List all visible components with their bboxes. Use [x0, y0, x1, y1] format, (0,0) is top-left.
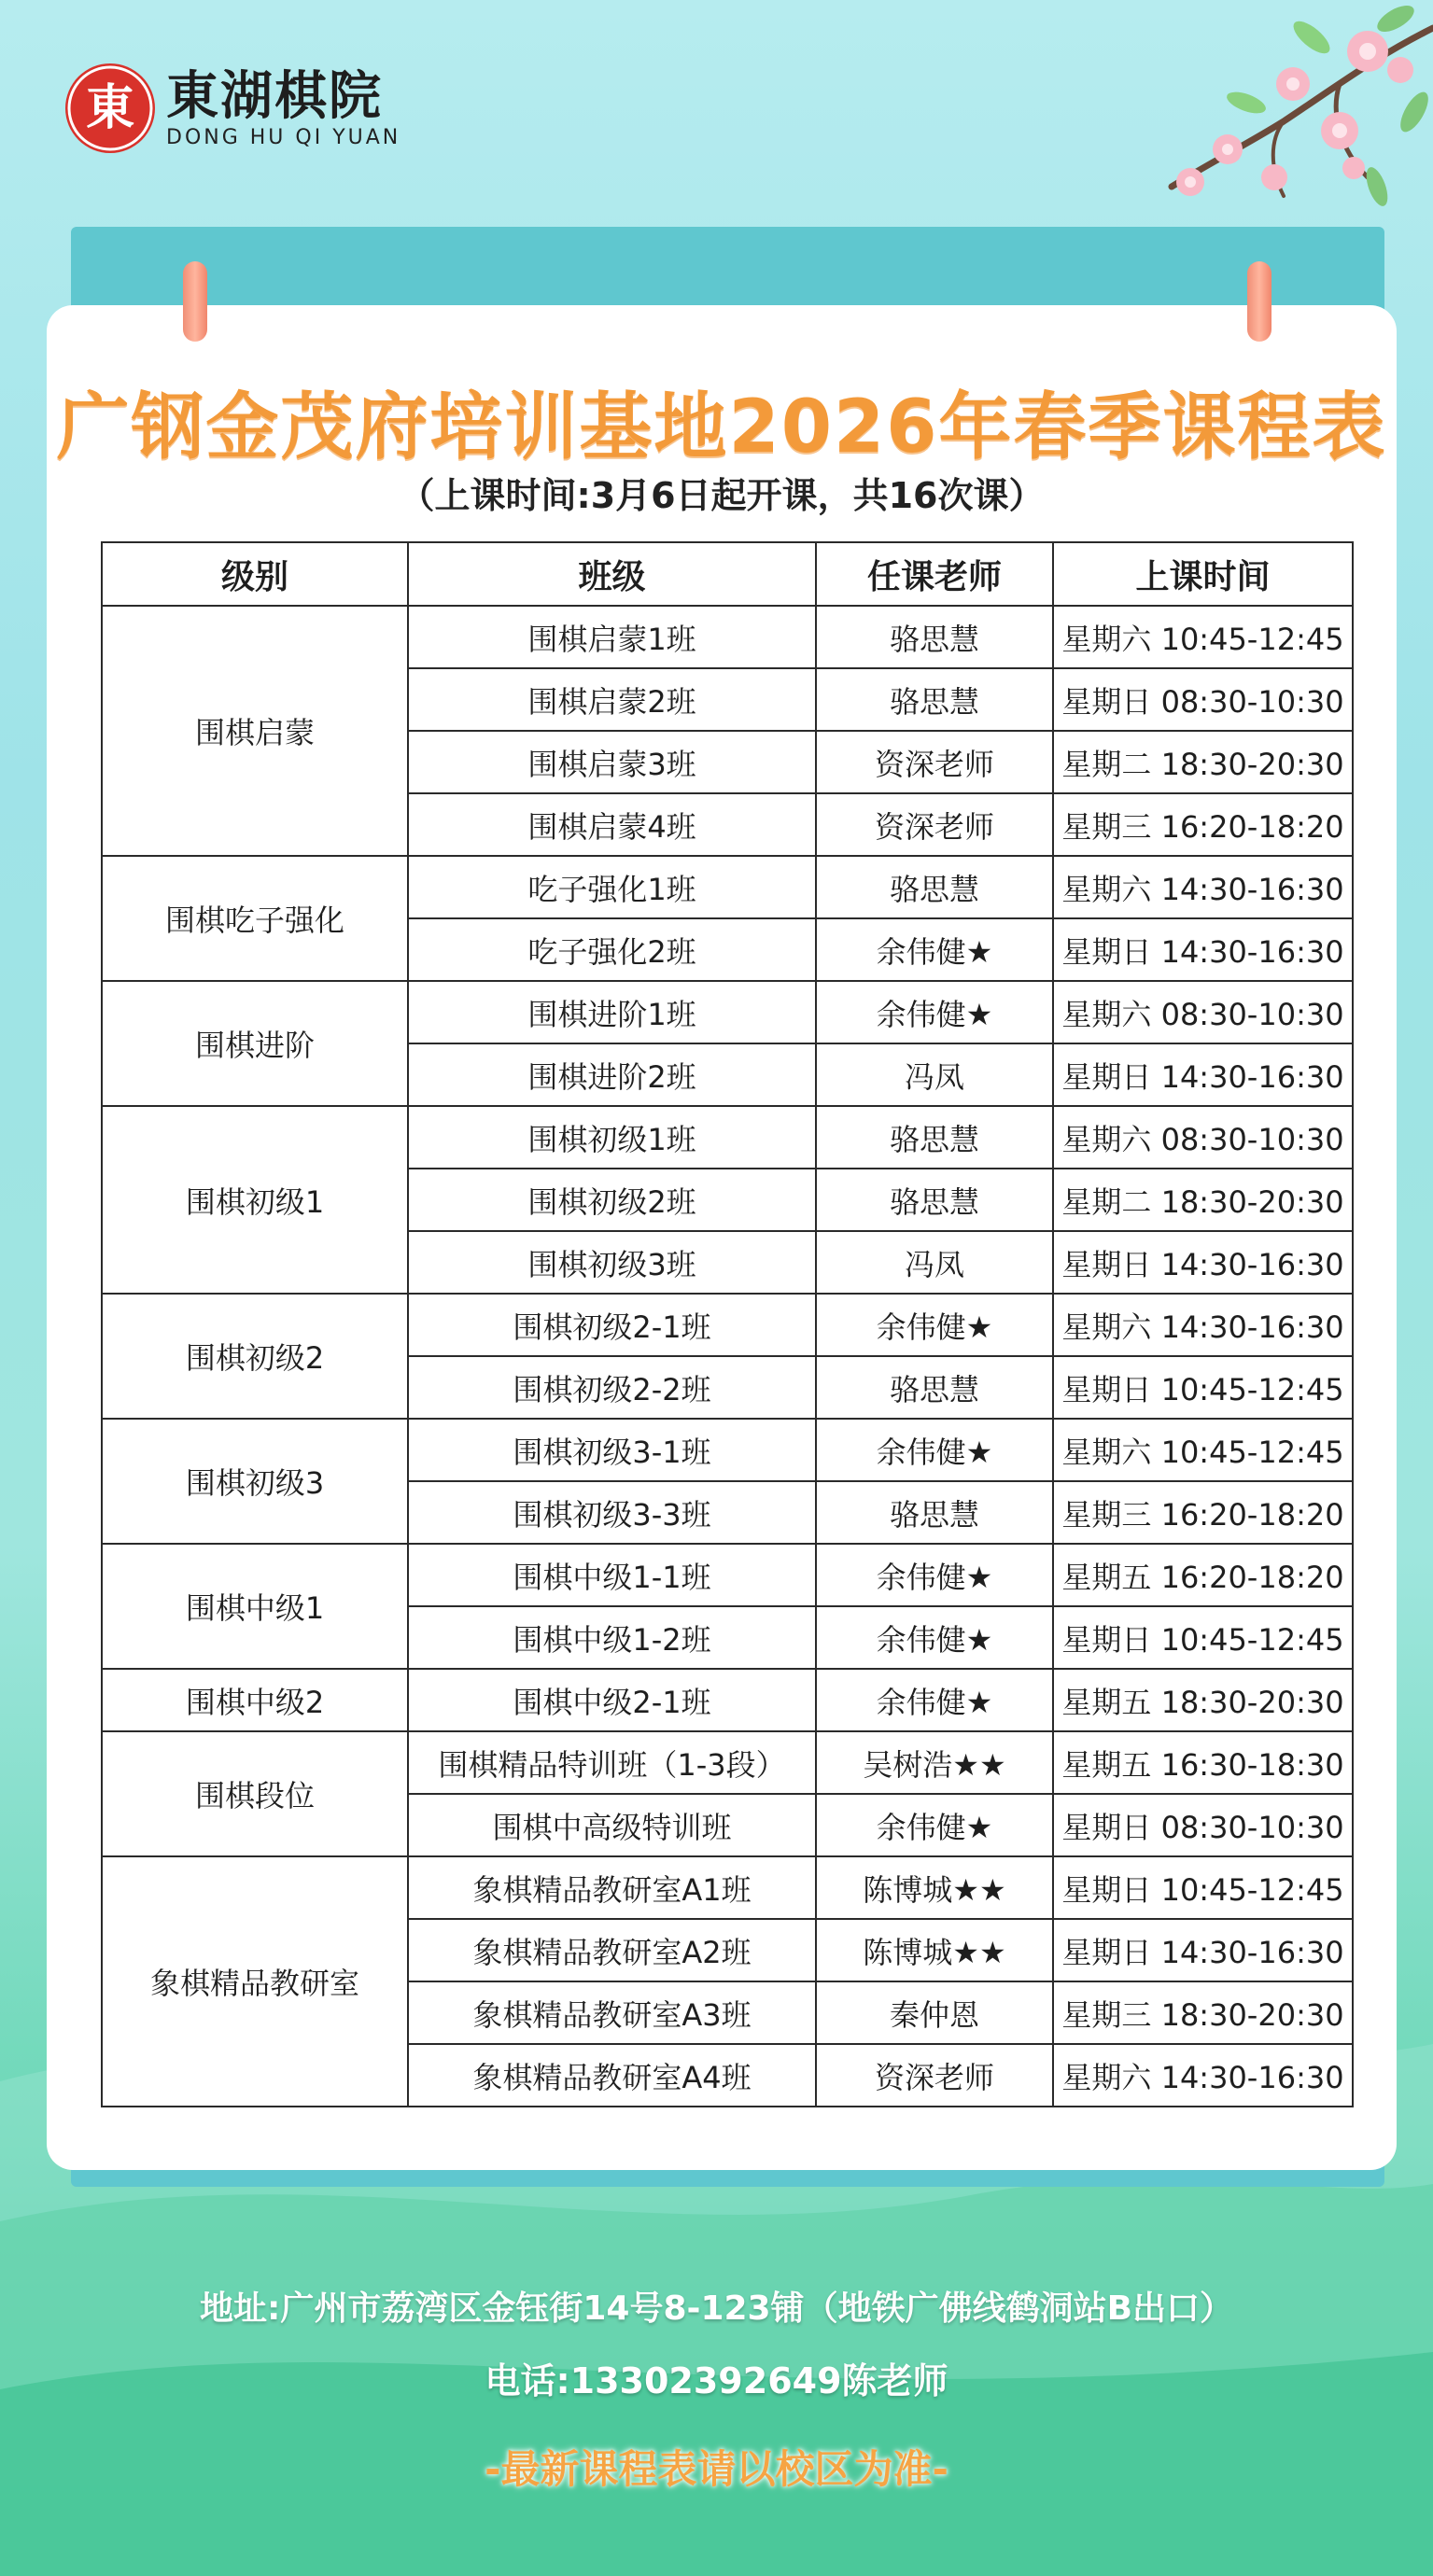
header-level: 级别 — [102, 542, 408, 606]
table-row — [102, 1419, 1353, 1481]
seal-icon — [65, 63, 155, 153]
schedule-title: 广钢金茂府培训基地2026年春季课程表 — [56, 385, 1387, 469]
time-cell: 星期三 16:20-18:20 — [1053, 793, 1353, 856]
table-row — [102, 981, 1353, 1043]
notice-text: -最新课程表请以校区为准- — [485, 2446, 948, 2492]
teacher-cell: 骆思慧 — [816, 1169, 1053, 1231]
class-cell: 象棋精品教研室A4班 — [408, 2044, 816, 2107]
table-row — [102, 856, 1353, 918]
time-cell: 星期日 10:45-12:45 — [1053, 1856, 1353, 1919]
teacher-cell: 骆思慧 — [816, 1356, 1053, 1419]
level-cell: 围棋进阶 — [102, 981, 408, 1106]
class-cell: 围棋中级1-1班 — [408, 1544, 816, 1606]
class-cell: 象棋精品教研室A1班 — [408, 1856, 816, 1919]
class-cell: 围棋初级3-1班 — [408, 1419, 816, 1481]
address-text: 地址:广州市荔湾区金钰街14号8-123铺（地铁广佛线鹤洞站B出口） — [199, 2289, 1234, 2328]
time-cell: 星期日 14:30-16:30 — [1053, 1919, 1353, 1981]
brand-logo — [65, 63, 400, 153]
teacher-cell: 吴树浩★★ — [816, 1731, 1053, 1794]
time-cell: 星期五 16:20-18:20 — [1053, 1544, 1353, 1606]
time-cell: 星期二 18:30-20:30 — [1053, 1169, 1353, 1231]
phone-text: 电话:13302392649陈老师 — [485, 2360, 948, 2401]
time-cell: 星期日 08:30-10:30 — [1053, 668, 1353, 731]
table-row — [102, 606, 1353, 668]
time-cell: 星期六 10:45-12:45 — [1053, 606, 1353, 668]
time-cell: 星期三 18:30-20:30 — [1053, 1981, 1353, 2044]
class-cell: 围棋中高级特训班 — [408, 1794, 816, 1856]
level-cell: 围棋段位 — [102, 1731, 408, 1856]
level-cell: 围棋启蒙 — [102, 606, 408, 856]
teacher-cell: 陈博城★★ — [816, 1856, 1053, 1919]
schedule-table — [101, 541, 1354, 2107]
class-cell: 围棋启蒙1班 — [408, 606, 816, 668]
teacher-cell: 骆思慧 — [816, 668, 1053, 731]
level-cell: 围棋中级1 — [102, 1544, 408, 1669]
time-cell: 星期五 16:30-18:30 — [1053, 1731, 1353, 1794]
class-cell: 吃子强化2班 — [408, 918, 816, 981]
time-cell: 星期日 08:30-10:30 — [1053, 1794, 1353, 1856]
table-row — [102, 1856, 1353, 1919]
binder-peg-right — [1247, 261, 1271, 342]
class-cell: 围棋中级1-2班 — [408, 1606, 816, 1669]
level-cell: 围棋吃子强化 — [102, 856, 408, 981]
teacher-cell: 余伟健★ — [816, 918, 1053, 981]
class-cell: 围棋初级1班 — [408, 1106, 816, 1169]
time-cell: 星期六 08:30-10:30 — [1053, 981, 1353, 1043]
blossom-branch-icon — [1060, 0, 1433, 224]
table-header-row — [102, 542, 1353, 606]
table-row — [102, 1544, 1353, 1606]
class-cell: 围棋启蒙4班 — [408, 793, 816, 856]
class-cell: 围棋初级2-2班 — [408, 1356, 816, 1419]
teacher-cell: 余伟健★ — [816, 1606, 1053, 1669]
table-row — [102, 1669, 1353, 1731]
class-cell: 围棋进阶2班 — [408, 1043, 816, 1106]
teacher-cell: 秦仲恩 — [816, 1981, 1053, 2044]
teacher-cell: 骆思慧 — [816, 1481, 1053, 1544]
schedule-body — [102, 606, 1353, 2107]
class-cell: 围棋中级2-1班 — [408, 1669, 816, 1731]
level-cell: 围棋初级1 — [102, 1106, 408, 1294]
teacher-cell: 余伟健★ — [816, 1294, 1053, 1356]
time-cell: 星期二 18:30-20:30 — [1053, 731, 1353, 793]
level-cell: 围棋初级2 — [102, 1294, 408, 1419]
time-cell: 星期日 14:30-16:30 — [1053, 1043, 1353, 1106]
teacher-cell: 骆思慧 — [816, 856, 1053, 918]
time-cell: 星期日 14:30-16:30 — [1053, 918, 1353, 981]
seal-glyph: 東 — [85, 79, 134, 136]
teacher-cell: 资深老师 — [816, 2044, 1053, 2107]
teacher-cell: 骆思慧 — [816, 1106, 1053, 1169]
table-row — [102, 1294, 1353, 1356]
schedule-subtitle: （上课时间:3月6日起开课，共16次课） — [399, 475, 1045, 516]
table-row — [102, 1731, 1353, 1794]
level-cell: 象棋精品教研室 — [102, 1856, 408, 2107]
time-cell: 星期六 08:30-10:30 — [1053, 1106, 1353, 1169]
class-cell: 围棋启蒙2班 — [408, 668, 816, 731]
teacher-cell: 余伟健★ — [816, 1419, 1053, 1481]
teacher-cell: 资深老师 — [816, 793, 1053, 856]
class-cell: 象棋精品教研室A3班 — [408, 1981, 816, 2044]
teacher-cell: 余伟健★ — [816, 1794, 1053, 1856]
time-cell: 星期五 18:30-20:30 — [1053, 1669, 1353, 1731]
header-teacher: 任课老师 — [816, 542, 1053, 606]
binder-peg-left — [183, 261, 207, 342]
table-row — [102, 1106, 1353, 1169]
time-cell: 星期六 10:45-12:45 — [1053, 1419, 1353, 1481]
class-cell: 围棋启蒙3班 — [408, 731, 816, 793]
header-time: 上课时间 — [1053, 542, 1353, 606]
header-class: 班级 — [408, 542, 816, 606]
class-cell: 围棋初级2班 — [408, 1169, 816, 1231]
time-cell: 星期日 10:45-12:45 — [1053, 1356, 1353, 1419]
time-cell: 星期六 14:30-16:30 — [1053, 1294, 1353, 1356]
teacher-cell: 冯凤 — [816, 1231, 1053, 1294]
brand-name-cn: 東湖棋院 — [166, 65, 383, 127]
teacher-cell: 陈博城★★ — [816, 1919, 1053, 1981]
time-cell: 星期三 16:20-18:20 — [1053, 1481, 1353, 1544]
teacher-cell: 冯凤 — [816, 1043, 1053, 1106]
teacher-cell: 骆思慧 — [816, 606, 1053, 668]
time-cell: 星期日 14:30-16:30 — [1053, 1231, 1353, 1294]
teacher-cell: 余伟健★ — [816, 1669, 1053, 1731]
time-cell: 星期六 14:30-16:30 — [1053, 2044, 1353, 2107]
teacher-cell: 余伟健★ — [816, 981, 1053, 1043]
teacher-cell: 余伟健★ — [816, 1544, 1053, 1606]
class-cell: 围棋精品特训班（1-3段） — [408, 1731, 816, 1794]
class-cell: 围棋初级2-1班 — [408, 1294, 816, 1356]
level-cell: 围棋初级3 — [102, 1419, 408, 1544]
time-cell: 星期日 10:45-12:45 — [1053, 1606, 1353, 1669]
level-cell: 围棋中级2 — [102, 1669, 408, 1731]
class-cell: 围棋初级3-3班 — [408, 1481, 816, 1544]
time-cell: 星期六 14:30-16:30 — [1053, 856, 1353, 918]
teacher-cell: 资深老师 — [816, 731, 1053, 793]
class-cell: 吃子强化1班 — [408, 856, 816, 918]
class-cell: 象棋精品教研室A2班 — [408, 1919, 816, 1981]
class-cell: 围棋进阶1班 — [408, 981, 816, 1043]
brand-name-en: DONG HU QI YUAN — [166, 126, 401, 149]
class-cell: 围棋初级3班 — [408, 1231, 816, 1294]
